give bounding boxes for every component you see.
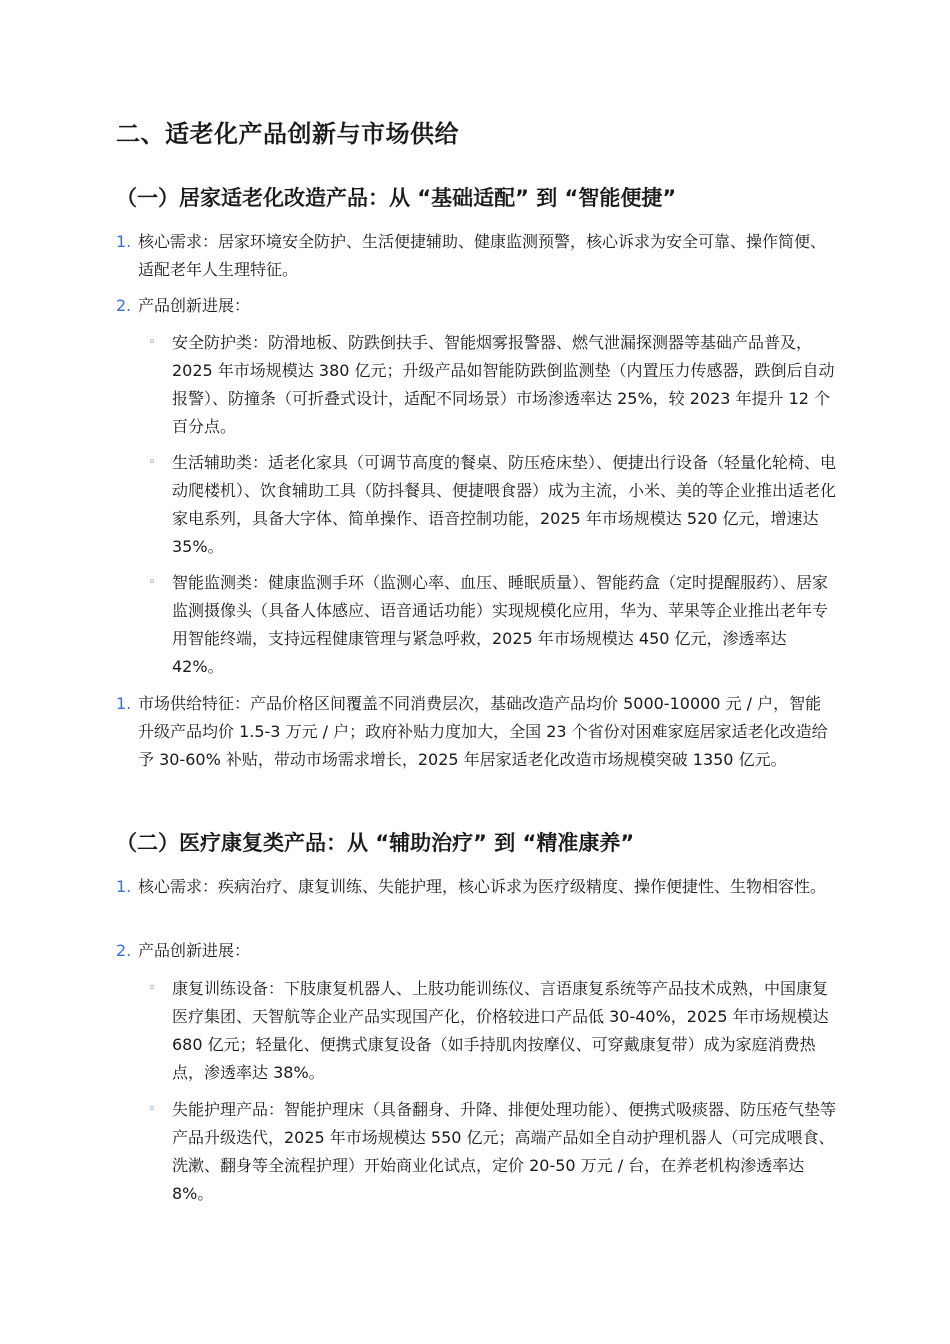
bullet-circle-icon: ◦ [148, 1102, 156, 1117]
list-item-text: 核心需求：居家环境安全防护、生活便捷辅助、健康监测预警，核心诉求为安全可靠、操作简便、适配老年人生理特征。 [138, 232, 827, 279]
bullet-item-text: 失能护理产品：智能护理床（具备翻身、升降、排便处理功能）、便携式吸痰器、防压疮气垫等产品升级迭代，2025 年市场规模达 550 亿元；高端产品如全自动护理机器人（可完成喂食、洗漱、翻身等全流程护理）开始商业化试点，定价 20-50 万元 / 台，在养老机构渗透率达 8%。 [172, 1100, 837, 1203]
list-item [116, 228, 836, 284]
subsection-title-2: （二）医疗康复类产品：从 “辅助治疗” 到 “精准康养” [116, 831, 635, 855]
bullet-item-text: 康复训练设备：下肢康复机器人、上肢功能训练仪、言语康复系统等产品技术成熟，中国康复医疗集团、天智航等企业产品实现国产化，价格较进口产品低 30-40%，2025 年市场规模达 680 亿元；轻量化、便携式康复设备（如手持肌肉按摩仪、可穿戴康复带）成为家庭消费热点，渗透率达 38%。 [172, 979, 829, 1082]
list-item-text: 产品创新进展： [138, 296, 251, 315]
bullet-item [148, 449, 838, 561]
bullet-item [148, 329, 838, 441]
bullet-item-text: 生活辅助类：适老化家具（可调节高度的餐桌、防压疮床垫）、便捷出行设备（轻量化轮椅、电动爬楼机）、饮食辅助工具（防抖餐具、便捷喂食器）成为主流，小米、美的等企业推出适老化家电系列，具备大字体、简单操作、语音控制功能，2025 年市场规模达 520 亿元，增速达 35%。 [172, 453, 837, 556]
bullet-circle-icon: ◦ [148, 575, 156, 590]
section-title: 二、适老化产品创新与市场供给 [116, 120, 459, 148]
bullet-circle-icon: ◦ [148, 455, 156, 470]
list-item [116, 873, 836, 901]
list-item-text: 产品创新进展： [138, 941, 251, 960]
list-item-text: 核心需求：疾病治疗、康复训练、失能护理，核心诉求为医疗级精度、操作便捷性、生物相容性。 [138, 877, 827, 896]
list-number: 1. [116, 232, 132, 251]
list-item [116, 690, 836, 774]
list-number: 2. [116, 296, 132, 315]
bullet-item [148, 975, 838, 1087]
bullet-item [148, 1096, 838, 1208]
bullet-circle-icon: ◦ [148, 335, 156, 350]
subsection-title-1: （一）居家适老化改造产品：从 “基础适配” 到 “智能便捷” [116, 186, 677, 210]
list-number: 1. [116, 877, 132, 896]
list-number: 1. [116, 694, 132, 713]
bullet-item-text: 安全防护类：防滑地板、防跌倒扶手、智能烟雾报警器、燃气泄漏探测器等基础产品普及，2025 年市场规模达 380 亿元；升级产品如智能防跌倒监测垫（内置压力传感器，跌倒后自动报警）、防撞条（可折叠式设计，适配不同场景）市场渗透率达 25%，较 2023 年提升 12 个百分点。 [172, 333, 835, 436]
bullet-item-text: 智能监测类：健康监测手环（监测心率、血压、睡眠质量）、智能药盒（定时提醒服药）、居家监测摄像头（具备人体感应、语音通话功能）实现规模化应用，华为、苹果等企业推出老年专用智能终端，支持远程健康管理与紧急呼救，2025 年市场规模达 450 亿元，渗透率达 42%。 [172, 573, 829, 676]
list-item [116, 937, 836, 965]
bullet-item [148, 569, 838, 681]
list-item [116, 292, 836, 320]
list-item-text: 市场供给特征：产品价格区间覆盖不同消费层次，基础改造产品均价 5000-10000 元 / 户，智能升级产品均价 1.5-3 万元 / 户；政府补贴力度加大，全国 23 个省份对困难家庭居家适老化改造给予 30-60% 补贴，带动市场需求增长，2025 年居家适老化改造市场规模突破 1350 亿元。 [138, 694, 828, 769]
list-number: 2. [116, 941, 132, 960]
bullet-circle-icon: ◦ [148, 981, 156, 996]
